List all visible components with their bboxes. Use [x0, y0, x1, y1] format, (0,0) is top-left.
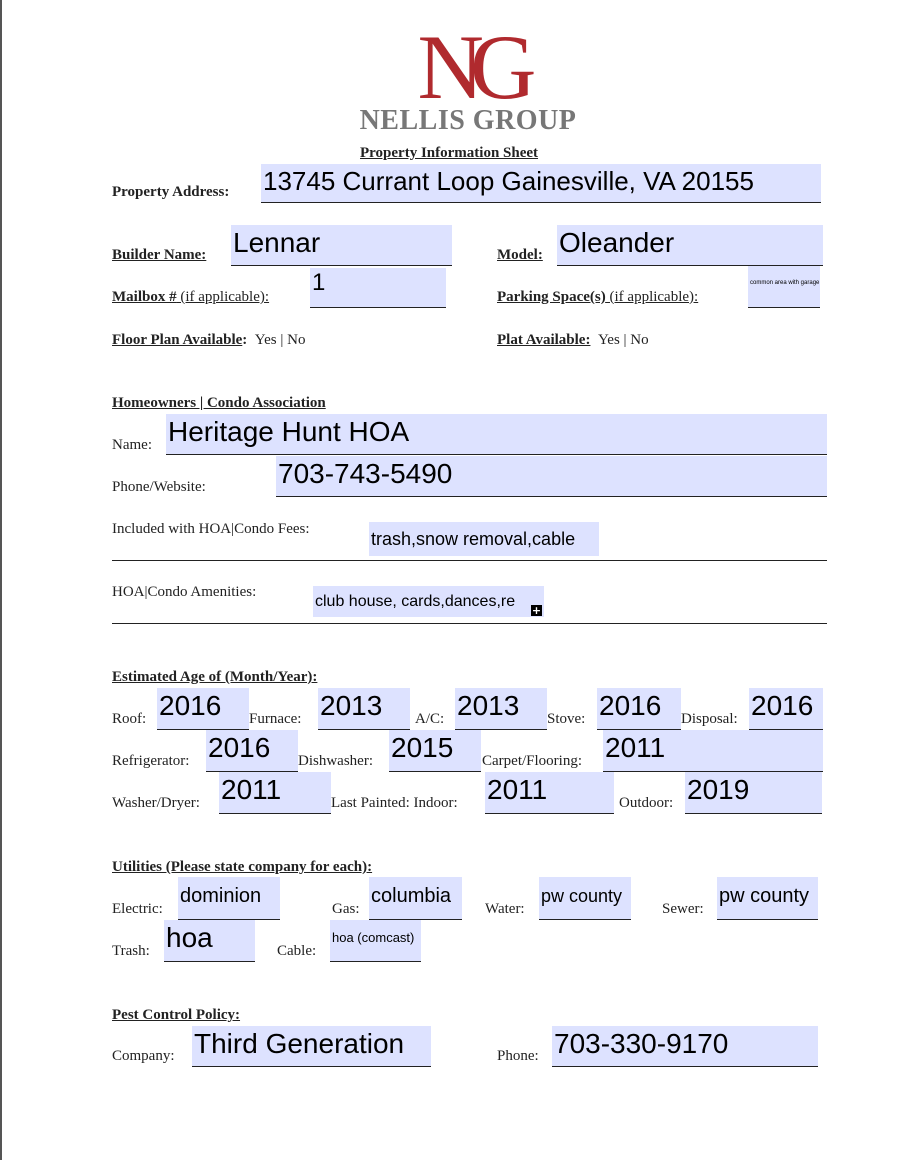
- furnace-label: Furnace:: [249, 711, 302, 727]
- ac-field[interactable]: 2013: [455, 688, 547, 730]
- carpet-label: Carpet/Flooring:: [482, 753, 582, 769]
- painted-indoor-label: Last Painted: Indoor:: [331, 795, 458, 811]
- fees-divider: [112, 560, 827, 561]
- trash-label: Trash:: [112, 943, 150, 959]
- pest-company-field[interactable]: Third Generation: [192, 1026, 431, 1067]
- utilities-heading: Utilities (Please state company for each):: [112, 859, 373, 875]
- parking-field[interactable]: common area with garage: [748, 266, 820, 308]
- age-heading: Estimated Age of (Month/Year):: [112, 669, 318, 685]
- stove-label: Stove:: [547, 711, 586, 727]
- plat-options[interactable]: Yes | No: [597, 332, 649, 348]
- furnace-field[interactable]: 2013: [318, 688, 410, 730]
- floorplan-colon: :: [242, 332, 248, 348]
- water-label: Water:: [485, 901, 525, 917]
- hoa-fees-label: Included with HOA|Condo Fees:: [112, 521, 310, 537]
- hoa-name-label: Name:: [112, 437, 152, 453]
- outdoor-field[interactable]: 2019: [685, 772, 822, 814]
- pest-phone-field[interactable]: 703-330-9170: [552, 1026, 818, 1067]
- hoa-amenities-field[interactable]: club house, cards,dances,re: [313, 586, 544, 617]
- electric-label: Electric:: [112, 901, 163, 917]
- hoa-phone-label: Phone/Website:: [112, 479, 206, 495]
- stove-field[interactable]: 2016: [597, 688, 681, 730]
- pest-phone-label: Phone:: [497, 1048, 539, 1064]
- roof-field[interactable]: 2016: [157, 688, 249, 730]
- floorplan-options[interactable]: Yes | No: [254, 332, 306, 348]
- page-left-edge: [0, 0, 2, 1160]
- hoa-amenities-label: HOA|Condo Amenities:: [112, 584, 257, 600]
- model-field[interactable]: Oleander: [557, 225, 823, 266]
- electric-field[interactable]: dominion: [178, 877, 280, 920]
- gas-label: Gas:: [332, 901, 360, 917]
- amenities-divider: [112, 623, 827, 624]
- dishwasher-label: Dishwasher:: [298, 753, 373, 769]
- property-address-label: Property Address:: [112, 184, 230, 200]
- outdoor-label: Outdoor:: [619, 795, 674, 811]
- parking-label: Parking Space(s): [497, 289, 606, 305]
- plat-label: Plat Available:: [497, 332, 591, 348]
- pest-heading: Pest Control Policy:: [112, 1007, 241, 1023]
- hoa-heading: Homeowners | Condo Association: [112, 395, 326, 411]
- dishwasher-field[interactable]: 2015: [389, 730, 481, 772]
- refrigerator-label: Refrigerator:: [112, 753, 190, 769]
- cable-field[interactable]: hoa (comcast): [330, 920, 421, 962]
- builder-name-field[interactable]: Lennar: [231, 225, 452, 266]
- model-label: Model:: [497, 247, 543, 263]
- sewer-label: Sewer:: [662, 901, 704, 917]
- water-field[interactable]: pw county: [539, 877, 631, 920]
- cable-label: Cable:: [277, 943, 317, 959]
- sewer-field[interactable]: pw county: [717, 877, 818, 920]
- mailbox-label: Mailbox #: [112, 289, 177, 305]
- logo-monogram-text: NG: [417, 20, 523, 104]
- washer-field[interactable]: 2011: [219, 772, 331, 814]
- hoa-fees-field[interactable]: trash,snow removal,cable: [369, 522, 599, 556]
- roof-label: Roof:: [112, 711, 147, 727]
- overflow-plus-icon[interactable]: +: [531, 604, 542, 617]
- carpet-field[interactable]: 2011: [603, 730, 823, 772]
- property-address-field[interactable]: 13745 Currant Loop Gainesville, VA 20155: [261, 164, 821, 203]
- ac-label: A/C:: [415, 711, 445, 727]
- disposal-label: Disposal:: [681, 711, 738, 727]
- mailbox-field[interactable]: 1: [310, 268, 446, 308]
- company-name: NELLIS GROUP: [359, 105, 577, 136]
- trash-field[interactable]: hoa: [164, 920, 255, 962]
- parking-paren-label: (if applicable):: [605, 289, 699, 305]
- gas-field[interactable]: columbia: [369, 877, 462, 920]
- floorplan-label: Floor Plan Available: [112, 332, 243, 348]
- builder-name-label: Builder Name:: [112, 247, 207, 263]
- sheet-title: Property Information Sheet: [360, 145, 539, 161]
- washer-label: Washer/Dryer:: [112, 795, 200, 811]
- ng-monogram-logo: [400, 20, 540, 104]
- refrigerator-field[interactable]: 2016: [206, 730, 298, 772]
- painted-indoor-field[interactable]: 2011: [485, 772, 614, 814]
- hoa-name-field[interactable]: Heritage Hunt HOA: [166, 414, 827, 455]
- mailbox-paren-label: (if applicable):: [176, 289, 270, 305]
- disposal-field[interactable]: 2016: [749, 688, 823, 730]
- pest-company-label: Company:: [112, 1048, 175, 1064]
- hoa-phone-field[interactable]: 703-743-5490: [276, 456, 827, 497]
